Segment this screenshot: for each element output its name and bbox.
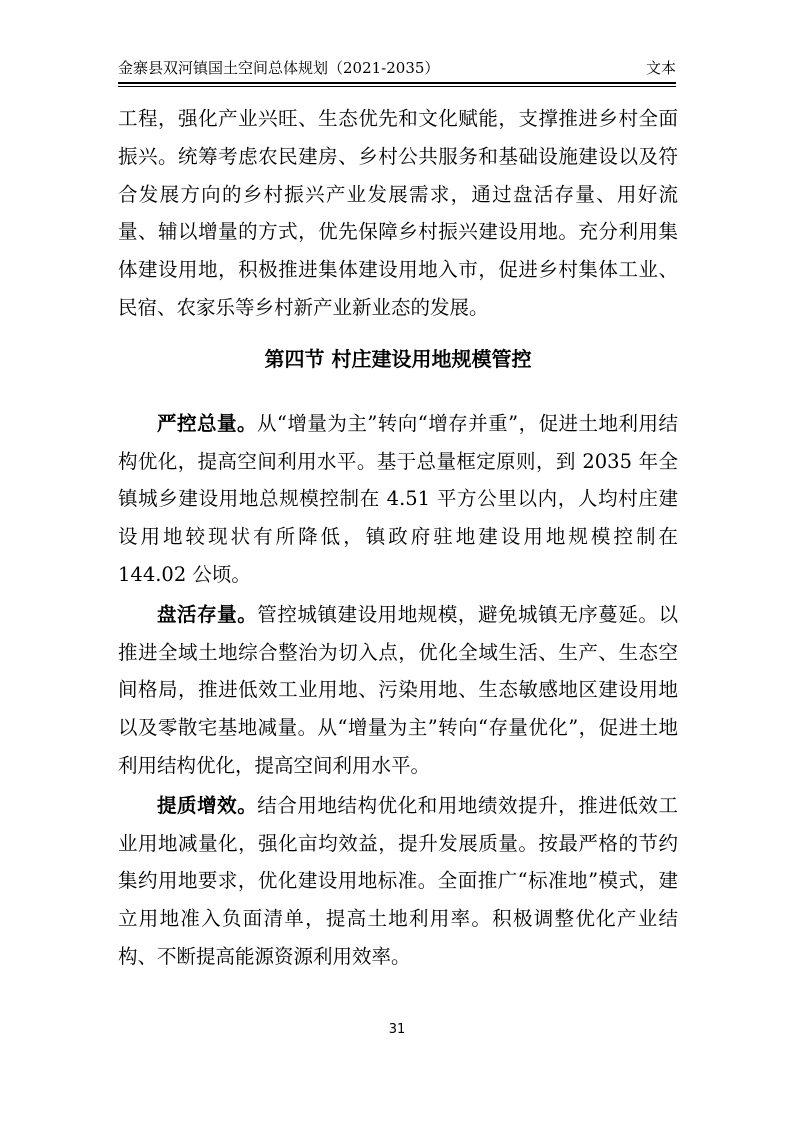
document-title: 金寨县双河镇国土空间总体规划（2021-2035）: [118, 59, 440, 77]
item-paragraph-quality-efficiency: [118, 787, 678, 976]
header-rule-thin: [118, 86, 676, 87]
item-text: 管控城镇建设用地规模，避免城镇无序蔓延。以推进全域土地综合整治为切入点，优化全域生活、生产、生态空间格局，推进低效工业用地、污染用地、生态敏感地区建设用地以及零散宅基地减量。从“增量为主”转向“存量优化”，促进土地利用结构优化，提高空间利用水平。: [118, 602, 678, 777]
item-lead: 盘活存量。: [157, 602, 258, 626]
item-paragraph-control-total: [118, 405, 678, 594]
header-rule: [118, 82, 676, 84]
page-header: [118, 52, 676, 82]
page-body: [118, 100, 678, 976]
document-section-label: 文本: [645, 59, 676, 77]
body-paragraph: 工程，强化产业兴旺、生态优先和文化赋能，支撑推进乡村全面振兴。统筹考虑农民建房、乡村公共服务和基础设施建设以及符合发展方向的乡村振兴产业发展需求，通过盘活存量、用好流量、辅以增量的方式，优先保障乡村振兴建设用地。充分利用集体建设用地，积极推进集体建设用地入市，促进乡村集体工业、民宿、农家乐等乡村新产业新业态的发展。: [118, 107, 678, 319]
section-heading: 第四节 村庄建设用地规模管控: [264, 346, 532, 371]
item-lead: 提质增效。: [157, 793, 258, 817]
page-number: 31: [388, 1022, 406, 1037]
item-text: 从“增量为主”转向“增存并重”，促进土地利用结构优化，提高空间利用水平。基于总量框定原则，到 2035 年全镇城乡建设用地总规模控制在 4.51 平方公里以内，人均村庄建设用地较现状有所降低，镇政府驻地建设用地规模控制在 144.02 公顷。: [118, 411, 678, 586]
item-text: 结合用地结构优化和用地绩效提升，推进低效工业用地减量化，强化亩均效益，提升发展质量。按最严格的节约集约用地要求，优化建设用地标准。全面推广“标准地”模式，建立用地准入负面清单，提高土地利用率。积极调整优化产业结构、不断提高能源资源利用效率。: [118, 793, 678, 968]
item-lead: 严控总量。: [157, 411, 257, 435]
item-paragraph-revitalize-stock: [118, 596, 678, 785]
